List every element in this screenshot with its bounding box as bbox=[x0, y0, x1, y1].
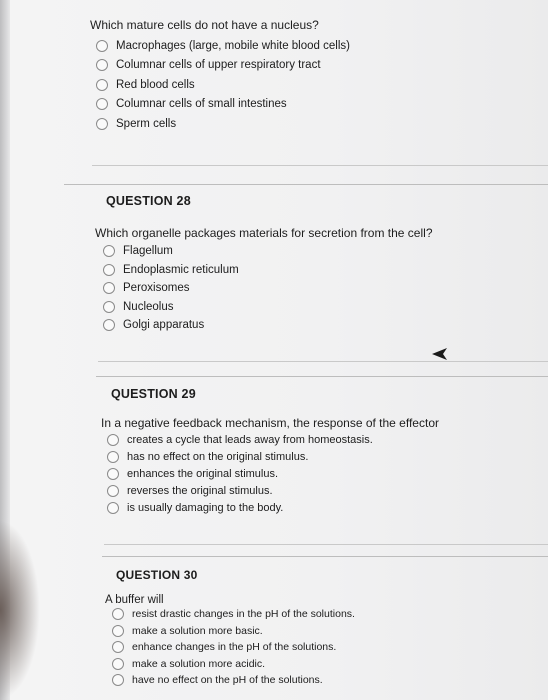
option-item[interactable] bbox=[103, 242, 433, 261]
question-28-body bbox=[95, 226, 433, 335]
radio-button[interactable] bbox=[96, 98, 108, 110]
question-title: QUESTION 30 bbox=[116, 568, 198, 582]
option-label: Flagellum bbox=[123, 245, 173, 258]
mouse-cursor-icon bbox=[431, 347, 449, 361]
question-28 bbox=[106, 194, 191, 208]
radio-button[interactable] bbox=[112, 625, 124, 637]
option-item[interactable] bbox=[103, 316, 433, 335]
option-item[interactable] bbox=[96, 36, 350, 56]
answer-divider bbox=[98, 361, 548, 362]
radio-button[interactable] bbox=[103, 301, 115, 313]
photo-shadow bbox=[0, 520, 40, 700]
option-item[interactable] bbox=[96, 56, 350, 76]
option-label: creates a cycle that leads away from homeostasis. bbox=[127, 433, 373, 446]
option-item[interactable] bbox=[107, 448, 439, 465]
option-item[interactable] bbox=[96, 114, 350, 134]
option-label: is usually damaging to the body. bbox=[127, 501, 284, 514]
option-item[interactable] bbox=[112, 672, 355, 689]
option-label: have no effect on the pH of the solutions. bbox=[132, 674, 323, 687]
radio-button[interactable] bbox=[103, 282, 115, 294]
option-label: enhance changes in the pH of the solutions. bbox=[132, 641, 337, 654]
radio-button[interactable] bbox=[103, 245, 115, 257]
option-label: enhances the original stimulus. bbox=[127, 467, 279, 480]
option-item[interactable] bbox=[107, 499, 439, 516]
question-text: A buffer will bbox=[105, 594, 164, 606]
question-27 bbox=[90, 18, 350, 134]
option-label: Red blood cells bbox=[116, 78, 195, 91]
option-label: Columnar cells of upper respiratory tract bbox=[116, 59, 321, 72]
radio-button[interactable] bbox=[103, 319, 115, 331]
radio-button[interactable] bbox=[107, 468, 119, 480]
question-text: In a negative feedback mechanism, the response of the effector bbox=[101, 416, 439, 430]
radio-button[interactable] bbox=[96, 59, 108, 71]
option-label: reverses the original stimulus. bbox=[127, 484, 273, 497]
option-item[interactable] bbox=[112, 623, 355, 640]
options-list bbox=[96, 36, 350, 134]
options-list bbox=[112, 606, 355, 689]
option-item[interactable] bbox=[103, 279, 433, 298]
option-item[interactable] bbox=[112, 656, 355, 673]
radio-button[interactable] bbox=[96, 79, 108, 91]
radio-button[interactable] bbox=[107, 485, 119, 497]
option-label: Nucleolus bbox=[123, 300, 174, 313]
option-item[interactable] bbox=[96, 95, 350, 115]
option-label: Golgi apparatus bbox=[123, 319, 205, 332]
option-label: resist drastic changes in the pH of the solutions. bbox=[132, 608, 355, 621]
radio-button[interactable] bbox=[107, 434, 119, 446]
answer-divider bbox=[92, 165, 548, 166]
question-29-body bbox=[101, 416, 439, 516]
radio-button[interactable] bbox=[112, 641, 124, 653]
question-divider bbox=[64, 184, 548, 185]
option-item[interactable] bbox=[96, 75, 350, 95]
option-label: Peroxisomes bbox=[123, 282, 190, 295]
radio-button[interactable] bbox=[96, 40, 108, 52]
radio-button[interactable] bbox=[107, 502, 119, 514]
option-label: Columnar cells of small intestines bbox=[116, 98, 287, 111]
option-item[interactable] bbox=[107, 431, 439, 448]
answer-divider bbox=[104, 544, 548, 545]
question-text: Which mature cells do not have a nucleus? bbox=[90, 18, 319, 32]
radio-button[interactable] bbox=[107, 451, 119, 463]
option-item[interactable] bbox=[112, 639, 355, 656]
question-title: QUESTION 29 bbox=[111, 387, 196, 401]
option-label: has no effect on the original stimulus. bbox=[127, 450, 309, 463]
option-label: Macrophages (large, mobile white blood cells) bbox=[116, 39, 350, 52]
radio-button[interactable] bbox=[96, 118, 108, 130]
options-list bbox=[103, 242, 433, 335]
radio-button[interactable] bbox=[112, 674, 124, 686]
option-label: make a solution more acidic. bbox=[132, 657, 266, 670]
question-title: QUESTION 28 bbox=[106, 194, 191, 208]
question-divider bbox=[102, 556, 548, 557]
question-30 bbox=[116, 568, 198, 582]
option-label: Endoplasmic reticulum bbox=[123, 263, 239, 276]
options-list bbox=[107, 431, 439, 516]
question-29 bbox=[111, 387, 196, 401]
question-30-body bbox=[105, 594, 355, 689]
radio-button[interactable] bbox=[112, 658, 124, 670]
option-item[interactable] bbox=[107, 465, 439, 482]
option-item[interactable] bbox=[112, 606, 355, 623]
option-item[interactable] bbox=[103, 298, 433, 317]
radio-button[interactable] bbox=[103, 264, 115, 276]
option-label: Sperm cells bbox=[116, 117, 177, 130]
option-item[interactable] bbox=[107, 482, 439, 499]
question-divider bbox=[96, 376, 548, 377]
option-label: make a solution more basic. bbox=[132, 624, 263, 637]
question-text: Which organelle packages materials for secretion from the cell? bbox=[95, 226, 433, 240]
option-item[interactable] bbox=[103, 261, 433, 280]
radio-button[interactable] bbox=[112, 608, 124, 620]
